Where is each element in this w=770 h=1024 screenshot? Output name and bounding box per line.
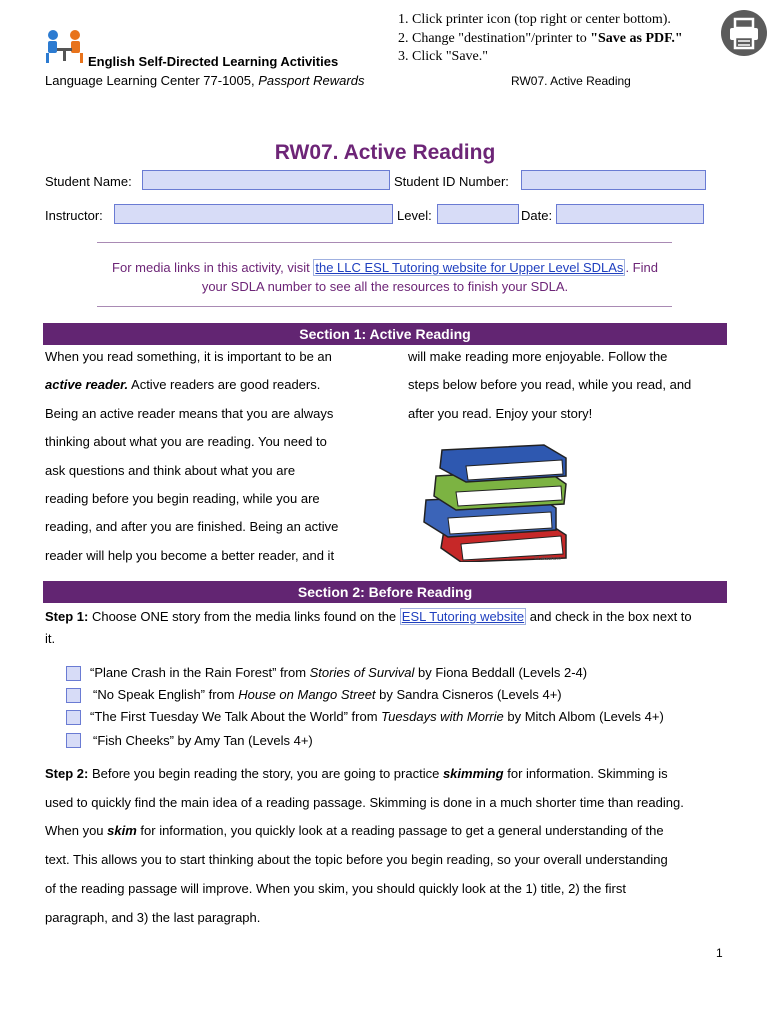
divider-bottom	[97, 306, 672, 307]
level-label: Level:	[397, 208, 432, 223]
image-credit: ©Lakeshore	[534, 556, 562, 562]
printer-button[interactable]	[721, 10, 767, 56]
print-instructions	[398, 11, 683, 67]
student-id-field[interactable]	[521, 170, 706, 190]
step2-paragraph: Step 2: Before you begin reading the story, you are going to practice skimming for information. Skimming is used to quickly find the main idea of a reading passage. Skimming is done in a much shorter time than reading. When you skim for information, you quickly look at a reading passage to get a general understanding of the text. This allows you to start thinking about the topic before you begin reading, so your overall understanding of the reading passage will improve. When you skim, you should quickly look at the 1) title, 2) the first paragraph, and 3) the last paragraph.	[45, 766, 684, 925]
media-links-note: For media links in this activity, visit the LLC ESL Tutoring website for Upper Level SDLAs . Find your SDLA number to see all the resources to finish your SDLA.	[112, 260, 658, 294]
esl-tutoring-link[interactable]: ESL Tutoring website	[401, 609, 525, 624]
step1-instructions: Step 1: Choose ONE story from the media links found on the ESL Tutoring website and check in the box next to it.	[45, 609, 692, 646]
section1-right-text: will make reading more enjoyable. Follow the steps below before you read, while you read, and after you read. Enjoy your story!	[408, 349, 692, 421]
story4-label: “Fish Cheeks” by Amy Tan (Levels 4+)	[93, 733, 313, 748]
instruction-step3: 3. Click "Save."	[398, 49, 488, 64]
story1-checkbox[interactable]	[66, 666, 81, 681]
level-field[interactable]	[437, 204, 519, 224]
header-subtitle: Language Learning Center 77-1005, Passport Rewards	[45, 73, 365, 88]
story3-checkbox[interactable]	[66, 710, 81, 725]
story1-label: “Plane Crash in the Rain Forest” from Stories of Survival by Fiona Beddall (Levels 2-4)	[90, 665, 588, 680]
instruction-step2: 2. Change "destination"/printer to "Save as PDF."	[398, 30, 683, 46]
llc-logo-icon	[44, 28, 86, 66]
header-title: English Self-Directed Learning Activities	[88, 54, 339, 69]
instructor-field[interactable]	[114, 204, 393, 224]
story3-label: “The First Tuesday We Talk About the World” from Tuesdays with Morrie by Mitch Albom (Levels 4+)	[90, 709, 664, 724]
story2-label: “No Speak English” from House on Mango Street by Sandra Cisneros (Levels 4+)	[93, 687, 562, 702]
story4-checkbox[interactable]	[66, 733, 81, 748]
student-name-field[interactable]	[142, 170, 390, 190]
section2-heading: Section 2: Before Reading	[43, 581, 727, 603]
date-label: Date:	[521, 208, 553, 223]
date-field[interactable]	[556, 204, 704, 224]
page-number: 1	[716, 946, 723, 960]
page-title: RW07. Active Reading	[274, 141, 496, 164]
books-illustration	[416, 440, 578, 562]
student-name-label: Student Name:	[45, 174, 132, 189]
section1-heading: Section 1: Active Reading	[43, 323, 727, 345]
section1-left-text: When you read something, it is important to be an active reader. Active readers are good readers. Being an active reader means that you are always thinking about what you are reading. You need to ask questions and think about what you are reading before you begin reading, while you are reading, and after you are finished. Being an active reader will help you become a better reader, and it	[45, 349, 339, 563]
tutoring-website-link[interactable]: the LLC ESL Tutoring website for Upper Level SDLAs	[315, 260, 624, 275]
story2-checkbox[interactable]	[66, 688, 81, 703]
header-activity-code: RW07. Active Reading	[511, 74, 631, 88]
printer-icon	[721, 10, 767, 56]
divider-top	[97, 242, 672, 243]
instruction-step1: 1. Click printer icon (top right or center bottom).	[398, 12, 671, 27]
instructor-label: Instructor:	[45, 208, 103, 223]
student-id-label: Student ID Number:	[394, 174, 509, 189]
